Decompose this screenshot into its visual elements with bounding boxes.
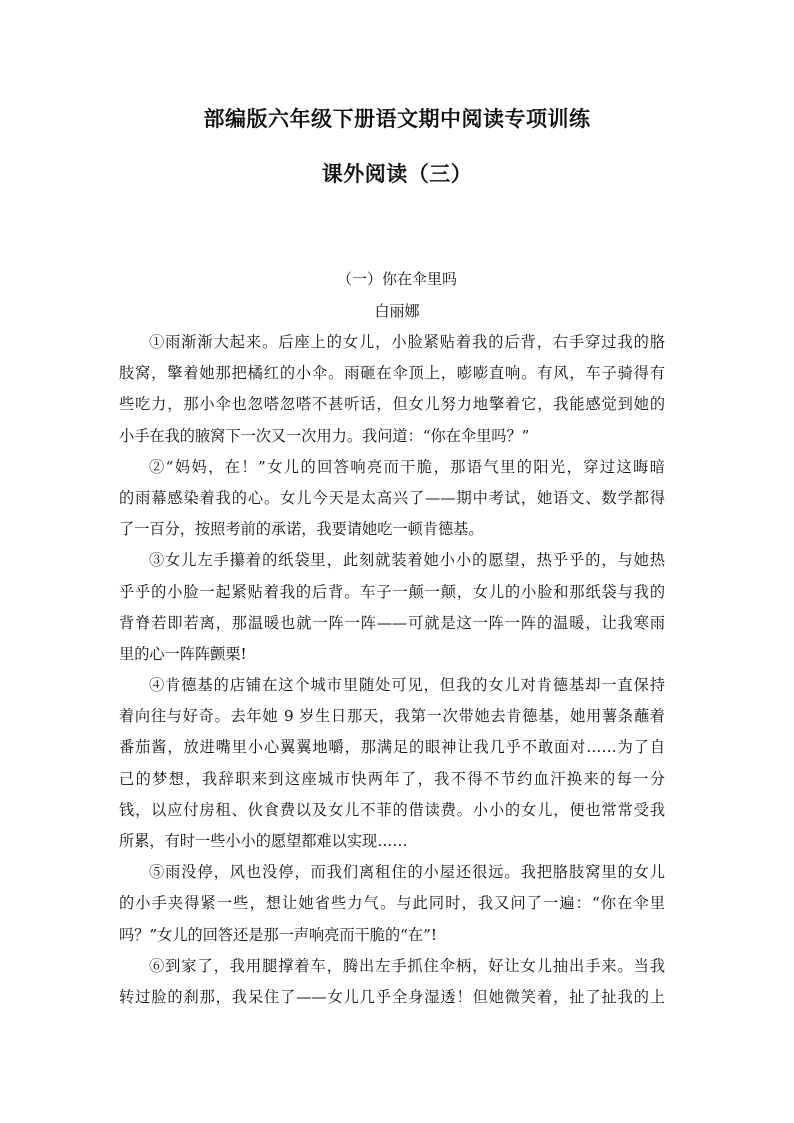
text-line: 所累，有时一些小小的愿望都难以实现……	[119, 832, 408, 850]
passage-body	[119, 327, 665, 1013]
text-line: ①雨渐渐大起来。后座上的女儿，小脸紧贴着我的后背，右手穿过我的胳	[149, 333, 665, 351]
text-line: ③女儿左手攥着的纸袋里，此刻就装着她小小的愿望，热乎乎的，与她热	[149, 551, 665, 570]
page-subtitle: 课外阅读（三）	[321, 162, 473, 186]
text-line: 钱，以应付房租、伙食费以及女儿不菲的借读费。小小的女儿，便也常常受我	[119, 800, 665, 819]
text-line: 背脊若即若离，那温暖也就一阵一阵——可就是这一阵一阵的温暖，让我寒雨	[119, 613, 665, 632]
text-line: 些吃力，那小伞也忽嗒忽嗒不甚听话，但女儿努力地擎着它，我能感觉到她的	[119, 395, 665, 414]
text-line: 里的心一阵阵颤栗!	[119, 644, 247, 663]
text-line: 吗？”女儿的回答还是那一声响亮而干脆的“在”!	[119, 925, 437, 944]
text-line: ②“妈妈，在！”女儿的回答响亮而干脆，那语气里的阳光，穿过这晦暗	[149, 457, 665, 476]
text-line: 着向往与好奇。去年她 9 岁生日那天，我第一次带她去肯德基，她用薯条蘸着	[119, 707, 665, 726]
text-line: ⑤雨没停，风也没停，而我们离租住的小屋还很远。我把胳肢窝里的女儿	[149, 863, 665, 882]
text-line: 转过脸的刹那，我呆住了——女儿几乎全身湿透！但她微笑着，扯了扯我的上	[119, 987, 665, 1006]
text-line: 了一百分，按照考前的承诺，我要请她吃一顿肯德基。	[119, 520, 484, 539]
passage-title: （一）你在伞里吗	[336, 270, 457, 288]
text-line: 的雨幕感染着我的心。女儿今天是太高兴了——期中考试，她语文、数学都得	[119, 488, 665, 507]
text-line: 肢窝，擎着她那把橘红的小伞。雨砸在伞顶上，嘭嘭直响。有风，车子骑得有	[119, 364, 665, 383]
text-line: 小手在我的腋窝下一次又一次用力。我问道：“你在伞里吗？”	[119, 426, 530, 445]
text-line: 己的梦想，我辞职来到这座城市快两年了，我不得不节约血汗换来的每一分	[119, 769, 665, 788]
text-line: ④肯德基的店铺在这个城市里随处可见，但我的女儿对肯德基却一直保持	[149, 676, 665, 695]
text-line: 的小手夹得紧一些，想让她省些力气。与此同时，我又问了一遍：“你在伞里	[119, 894, 665, 913]
text-line: ⑥到家了，我用腿撑着车，腾出左手抓住伞柄，好让女儿抽出手来。当我	[149, 956, 665, 975]
page-title: 部编版六年级下册语文期中阅读专项训练	[203, 107, 591, 131]
passage-author: 白丽娜	[374, 302, 420, 320]
text-line: 乎乎的小脸一起紧贴着我的后背。车子一颠一颠，女儿的小脸和那纸袋与我的	[119, 582, 665, 601]
text-line: 番茄酱，放进嘴里小心翼翼地嚼，那满足的眼神让我几乎不敢面对……为了自	[119, 738, 665, 757]
